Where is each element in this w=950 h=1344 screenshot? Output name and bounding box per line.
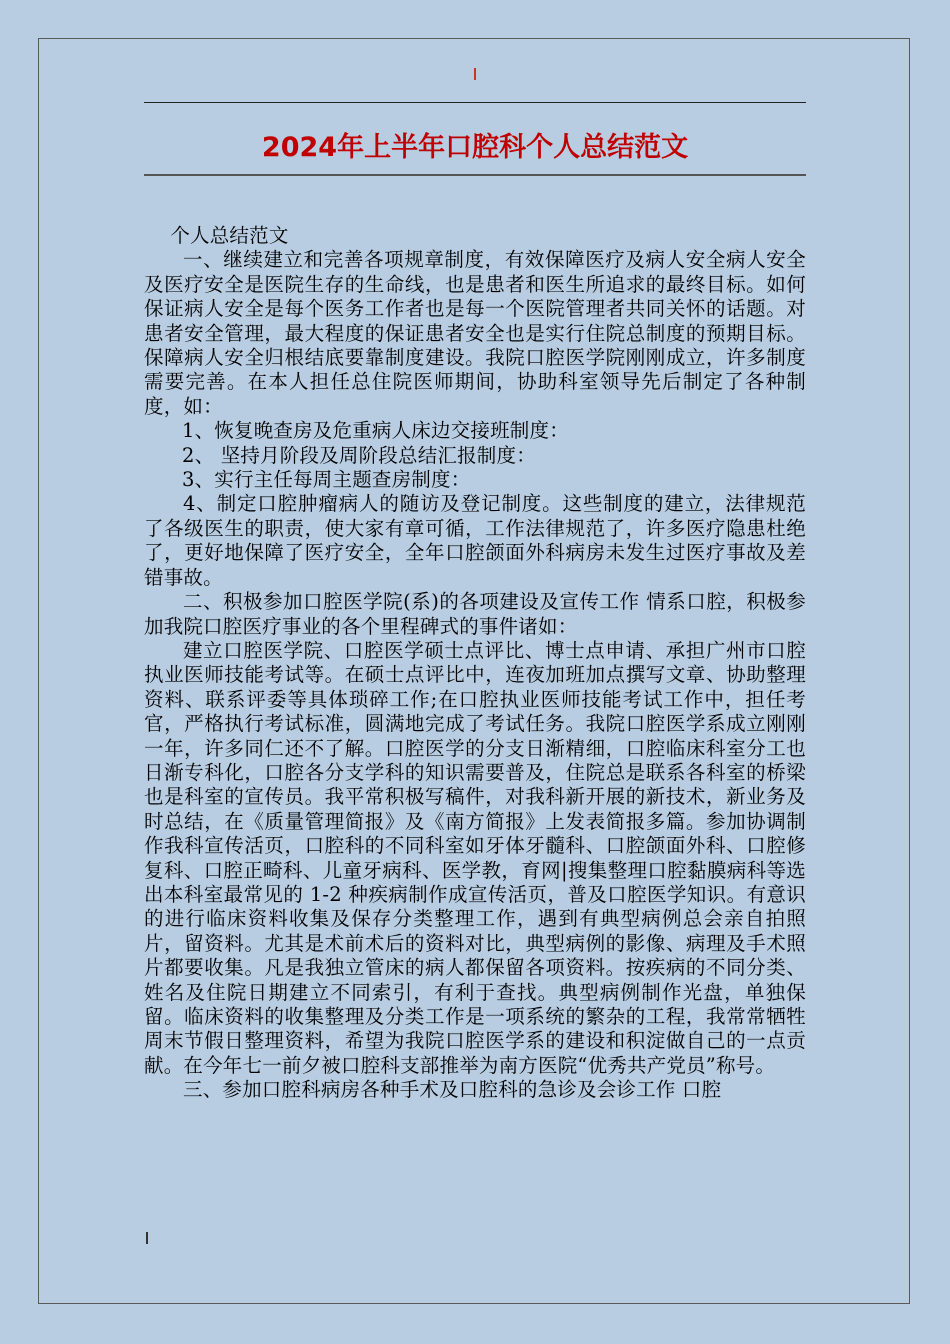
section-heading: 个人总结范文 [170,224,289,247]
list-item-4: 4、制定口腔肿瘤病人的随访及登记制度。这些制度的建立，法律规范了各级医生的职责，使大家有章可循，工作法律规范了，许多医疗隐患杜绝了，更好地保障了医疗安全，全年口腔颌面外科病房未发生过医疗事故及差错事故。 [144,492,806,589]
paragraph-2: 二、积极参加口腔医学院(系)的各项建设及宣传工作 情系口腔，积极参加我院口腔医疗事业的各个里程碑式的事件诸如： [144,590,806,638]
paragraph-3: 建立口腔医学院、口腔医学硕士点评比、博士点申请、承担广州市口腔执业医师技能考试等。在硕士点评比中，连夜加班加点撰写文章、协助整理资料、联系评委等具体琐碎工作;在口腔执业医师技能考试工作中，担任考官，严格执行考试标准，圆满地完成了考试任务。我院口腔医学系成立刚刚一年，许多同仁还不了解。口腔医学的分支日渐精细，口腔临床科室分工也日渐专科化，口腔各分支学科的知识需要普及，住院总是联系各科室的桥梁也是科室的宣传员。我平常积极写稿件，对我科新开展的新技术，新业务及时总结，在《质量管理简报》及《南方简报》上发表简报多篇。参加协调制作我科宣传活页，口腔科的不同科室如牙体牙髓科、口腔颌面外科、口腔修复科、口腔正畸科、儿童牙病科、医学教，育网|搜集整理口腔黏膜病科等选出本科室最常见的 1-2 种疾病制作成宣传活页，普及口腔医学知识。有意识的进行临床资料收集及保存分类整理工作，遇到有典型病例总会亲自拍照片，留资料。尤其是术前术后的资料对比，典型病例的影像、病理及手术照片都要收集。凡是我独立管床的病人都保留各项资料。按疾病的不同分类、姓名及住院日期建立不同索引，有利于查找。典型病例制作光盘，单独保留。临床资料的收集整理及分类工作是一项系统的繁杂的工程，我常常牺牲周末节假日整理资料，希望为我院口腔医学系的建设和积淀做自己的一点贡献。在今年七一前夕被口腔科支部推举为南方医院“优秀共产党员”称号。 [144,638,806,1077]
paragraph-4: 三、参加口腔科病房各种手术及口腔科的急诊及会诊工作 口腔 [183,1078,722,1102]
document-title: 2024年上半年口腔科个人总结范文 [261,132,689,163]
header-mark [474,68,476,80]
paragraph-1: 一、继续建立和完善各项规章制度，有效保障医疗及病人安全病人安全及医疗安全是医院生存的生命线，也是患者和医生所追求的最终目标。如何保证病人安全是每个医务工作者也是每一个医院管理者共同关怀的话题。对患者安全管理，最大程度的保证患者安全也是实行住院总制度的预期目标。保障病人安全归根结底要靠制度建设。我院口腔医学院刚刚成立，许多制度需要完善。在本人担任总住院医师期间，协助科室领导先后制定了各种制度，如： [144,248,806,418]
title-rule [144,174,806,176]
footer-mark [146,1232,148,1244]
header-rule [144,102,806,103]
list-item-1: 1、恢复晚查房及危重病人床边交接班制度： [182,419,569,443]
list-item-2: 2、 坚持月阶段及周阶段总结汇报制度： [182,443,536,467]
document-body [144,224,806,1103]
list-item-3: 3、实行主任每周主题查房制度： [182,468,471,492]
